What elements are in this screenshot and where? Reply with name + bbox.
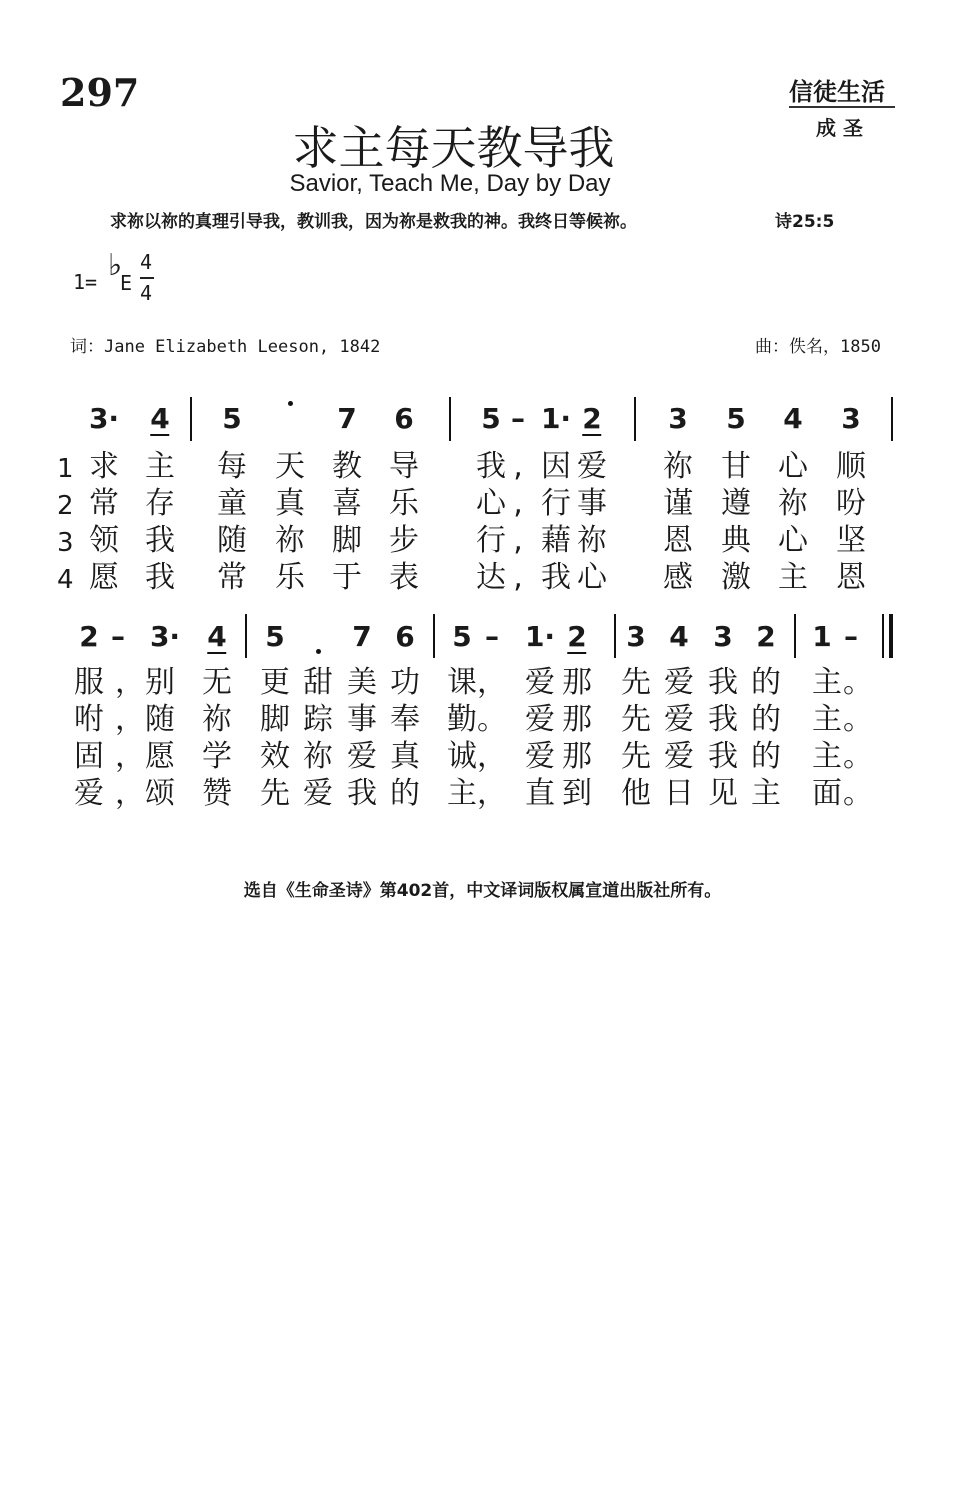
lyric-char: 那 (562, 702, 592, 737)
lyric-char: 主 (145, 449, 175, 484)
verse-number: 4 (57, 565, 74, 595)
lyric-char: 日 (664, 776, 694, 811)
lyric-char: 激 (721, 560, 751, 595)
lyric-char: 谨 (663, 486, 693, 521)
lyric-char: 随 (217, 523, 247, 558)
lyric-char: 我 (347, 776, 377, 811)
lyric-char: 祢 (303, 739, 333, 774)
note: 3 (713, 620, 733, 653)
lyric-char: 到 (562, 776, 592, 811)
lyric-char: 事 (347, 702, 377, 737)
lyric-char: 爱 (525, 702, 555, 737)
lyric-char: 我 (541, 560, 571, 595)
lyric-char: 先 (621, 702, 651, 737)
key-letter: E (120, 271, 133, 295)
lyric-char: 的 (751, 739, 781, 774)
lyric-char: 感 (663, 560, 693, 595)
lyric-char: 每 (217, 449, 247, 484)
final-barline-thin (882, 614, 884, 658)
lyric-char: 课 (447, 665, 477, 700)
lyric-char: ， (477, 739, 507, 774)
lyric-char: 领 (89, 523, 119, 558)
lyric-char: 先 (621, 665, 651, 700)
lyric-char: 功 (390, 665, 420, 700)
lyric-char: , (513, 523, 523, 558)
lyric-char: 爱 (664, 739, 694, 774)
note: 2 (79, 620, 99, 653)
lyric-char: 别 (145, 665, 175, 700)
note: 6 (394, 402, 414, 435)
lyric-char: 固 (74, 739, 104, 774)
note: 2 (567, 620, 587, 653)
category-divider (789, 106, 895, 108)
lyric-char: 爱 (74, 776, 104, 811)
lyric-char: 。 (843, 776, 873, 811)
lyric-char: 步 (389, 523, 419, 558)
scripture-reference: 诗25:5 (775, 212, 835, 232)
lyric-char: 愿 (89, 560, 119, 595)
note: 3· (149, 620, 181, 653)
lyric-char: 踪 (303, 702, 333, 737)
lyric-char: 爱 (347, 739, 377, 774)
lyric-char: 脚 (260, 702, 290, 737)
note: 4 (783, 402, 803, 435)
lyric-char: 直 (525, 776, 555, 811)
final-barline-thick (889, 614, 893, 658)
lyric-char: 更 (260, 665, 290, 700)
lyric-char: 咐 (74, 702, 104, 737)
lyric-char: 爱 (525, 665, 555, 700)
lyric-char: ， (115, 776, 145, 811)
lyric-char: 主 (751, 776, 781, 811)
lyric-char: 勤 (447, 702, 477, 737)
lyric-char: 爱 (577, 449, 607, 484)
hymn-number: 297 (60, 70, 140, 115)
lyric-char: 求 (89, 449, 119, 484)
note: 4 (669, 620, 689, 653)
lyric-char: ， (115, 702, 145, 737)
time-signature-bottom: 4 (140, 281, 153, 305)
composer-credit: 曲：佚名，1850 (755, 337, 881, 357)
note: 1 (812, 620, 832, 653)
verse-number: 3 (57, 528, 74, 558)
lyric-char: 先 (621, 739, 651, 774)
lyric-char: 的 (390, 776, 420, 811)
lyric-char: 喜 (332, 486, 362, 521)
lyric-char: 颂 (145, 776, 175, 811)
flat-icon: ♭ (108, 248, 123, 283)
note: 5 (481, 402, 501, 435)
lyric-char: 爱 (303, 776, 333, 811)
lyric-char: ， (115, 739, 145, 774)
lyric-char: 奉 (390, 702, 420, 737)
lyric-char: 美 (347, 665, 377, 700)
lyric-char: 乐 (275, 560, 305, 595)
lyric-char: 心 (778, 449, 808, 484)
lyric-char: 藉 (541, 523, 571, 558)
lyric-char: 因 (541, 449, 571, 484)
note: 3 (841, 402, 861, 435)
lyric-char: 。 (477, 702, 507, 737)
time-signature-line (140, 277, 154, 279)
note: 3· (88, 402, 120, 435)
lyric-char: 爱 (664, 665, 694, 700)
lyric-char: 真 (390, 739, 420, 774)
lyric-char: 甘 (721, 449, 751, 484)
lyric-char: 先 (260, 776, 290, 811)
note: 3 (668, 402, 688, 435)
lyric-char: 心 (778, 523, 808, 558)
time-signature-top: 4 (140, 250, 153, 274)
note: 4 (150, 402, 170, 435)
lyric-char: 学 (202, 739, 232, 774)
lyric-char: 祢 (202, 702, 232, 737)
lyric-char: 真 (275, 486, 305, 521)
note: 4 (207, 620, 227, 653)
lyric-char: 主 (447, 776, 477, 811)
verse-number: 1 (57, 454, 74, 484)
lyric-char: 诚 (447, 739, 477, 774)
lyric-char: 我 (708, 739, 738, 774)
lyric-char: 。 (843, 702, 873, 737)
note: 7 (352, 620, 372, 653)
lyric-char: 乐 (389, 486, 419, 521)
lyric-char: 典 (721, 523, 751, 558)
page-subtitle-english: Savior, Teach Me, Day by Day (289, 170, 611, 197)
lyric-char: 爱 (664, 702, 694, 737)
lyric-char: 甜 (303, 665, 333, 700)
dash-hold: – (485, 620, 499, 653)
lyric-char: 的 (751, 665, 781, 700)
lyric-char: 脚 (332, 523, 362, 558)
subcategory-label: 成 圣 (816, 116, 863, 140)
lyric-char: 主 (778, 560, 808, 595)
lyric-char: 无 (202, 665, 232, 700)
lyric-char: , (513, 486, 523, 521)
lyric-char: 我 (476, 449, 506, 484)
lyric-char: 我 (145, 560, 175, 595)
lyric-char: 祢 (663, 449, 693, 484)
lyric-char: 顺 (836, 449, 866, 484)
lyric-char: 坚 (836, 523, 866, 558)
lyric-char: 随 (145, 702, 175, 737)
note: 7 (337, 402, 357, 435)
note-high-one (0, 404, 768, 434)
lyric-char: 那 (562, 739, 592, 774)
barline (449, 397, 451, 441)
dash-hold: – (844, 620, 858, 653)
note: 1· (540, 402, 572, 435)
note: 2 (756, 620, 776, 653)
dash-hold: – (511, 402, 525, 435)
lyric-char: 服 (74, 665, 104, 700)
barline (614, 614, 616, 658)
lyric-char: 于 (332, 560, 362, 595)
note: 5 (222, 402, 242, 435)
lyric-char: 祢 (577, 523, 607, 558)
lyric-char: 。 (843, 665, 873, 700)
lyric-char: 达 (476, 560, 506, 595)
lyric-char: 我 (145, 523, 175, 558)
lyric-char: , (513, 560, 523, 595)
lyric-char: 愿 (145, 739, 175, 774)
lyric-char: 教 (332, 449, 362, 484)
category-label: 信徒生活 (789, 77, 885, 106)
note: 1· (524, 620, 556, 653)
lyric-char: 我 (708, 665, 738, 700)
lyricist-credit: 词：Jane Elizabeth Leeson, 1842 (70, 337, 381, 357)
scripture-verse: 求祢以祢的真理引导我，教训我，因为祢是救我的神。我终日等候祢。 (110, 212, 637, 232)
lyric-char: 吩 (836, 486, 866, 521)
note: 5 (452, 620, 472, 653)
lyric-char: ， (477, 665, 507, 700)
lyric-char: 导 (389, 449, 419, 484)
lyric-char: 主 (812, 702, 842, 737)
lyric-char: 效 (260, 739, 290, 774)
lyric-char: ， (477, 776, 507, 811)
lyric-char: 常 (89, 486, 119, 521)
barline (891, 397, 893, 441)
lyric-char: 遵 (721, 486, 751, 521)
note: 2 (582, 402, 602, 435)
note: 5 (265, 620, 285, 653)
lyric-char: 他 (621, 776, 651, 811)
lyric-char: ， (115, 665, 145, 700)
lyric-char: 见 (708, 776, 738, 811)
lyric-char: 主 (812, 739, 842, 774)
copyright-footer: 选自《生命圣诗》第402首，中文译词版权属宣道出版社所有。 (243, 881, 722, 901)
lyric-char: 面 (812, 776, 842, 811)
lyric-char: 心 (476, 486, 506, 521)
note: 3 (626, 620, 646, 653)
lyric-char: 祢 (778, 486, 808, 521)
note: 6 (395, 620, 415, 653)
lyric-char: 天 (275, 449, 305, 484)
lyric-char: 的 (751, 702, 781, 737)
lyric-char: 恩 (663, 523, 693, 558)
lyric-char: 。 (843, 739, 873, 774)
note: 5 (726, 402, 746, 435)
lyric-char: 常 (217, 560, 247, 595)
barline (433, 614, 435, 658)
lyric-char: 行 (476, 523, 506, 558)
lyric-char: 主 (812, 665, 842, 700)
dash-hold: – (111, 620, 125, 653)
lyric-char: 童 (217, 486, 247, 521)
lyric-char: 行 (541, 486, 571, 521)
lyric-char: 爱 (525, 739, 555, 774)
lyric-char: 那 (562, 665, 592, 700)
lyric-char: 祢 (275, 523, 305, 558)
lyric-char: , (513, 449, 523, 484)
lyric-char: 心 (577, 560, 607, 595)
barline (794, 614, 796, 658)
lyric-char: 事 (577, 486, 607, 521)
verse-number: 2 (57, 491, 74, 521)
lyric-char: 我 (708, 702, 738, 737)
page-title: 求主每天教导我 (292, 121, 615, 175)
lyric-char: 赞 (202, 776, 232, 811)
barline (634, 397, 636, 441)
key-signature-prefix: 1= (73, 270, 98, 294)
lyric-char: 恩 (836, 560, 866, 595)
lyric-char: 表 (389, 560, 419, 595)
lyric-char: 存 (145, 486, 175, 521)
